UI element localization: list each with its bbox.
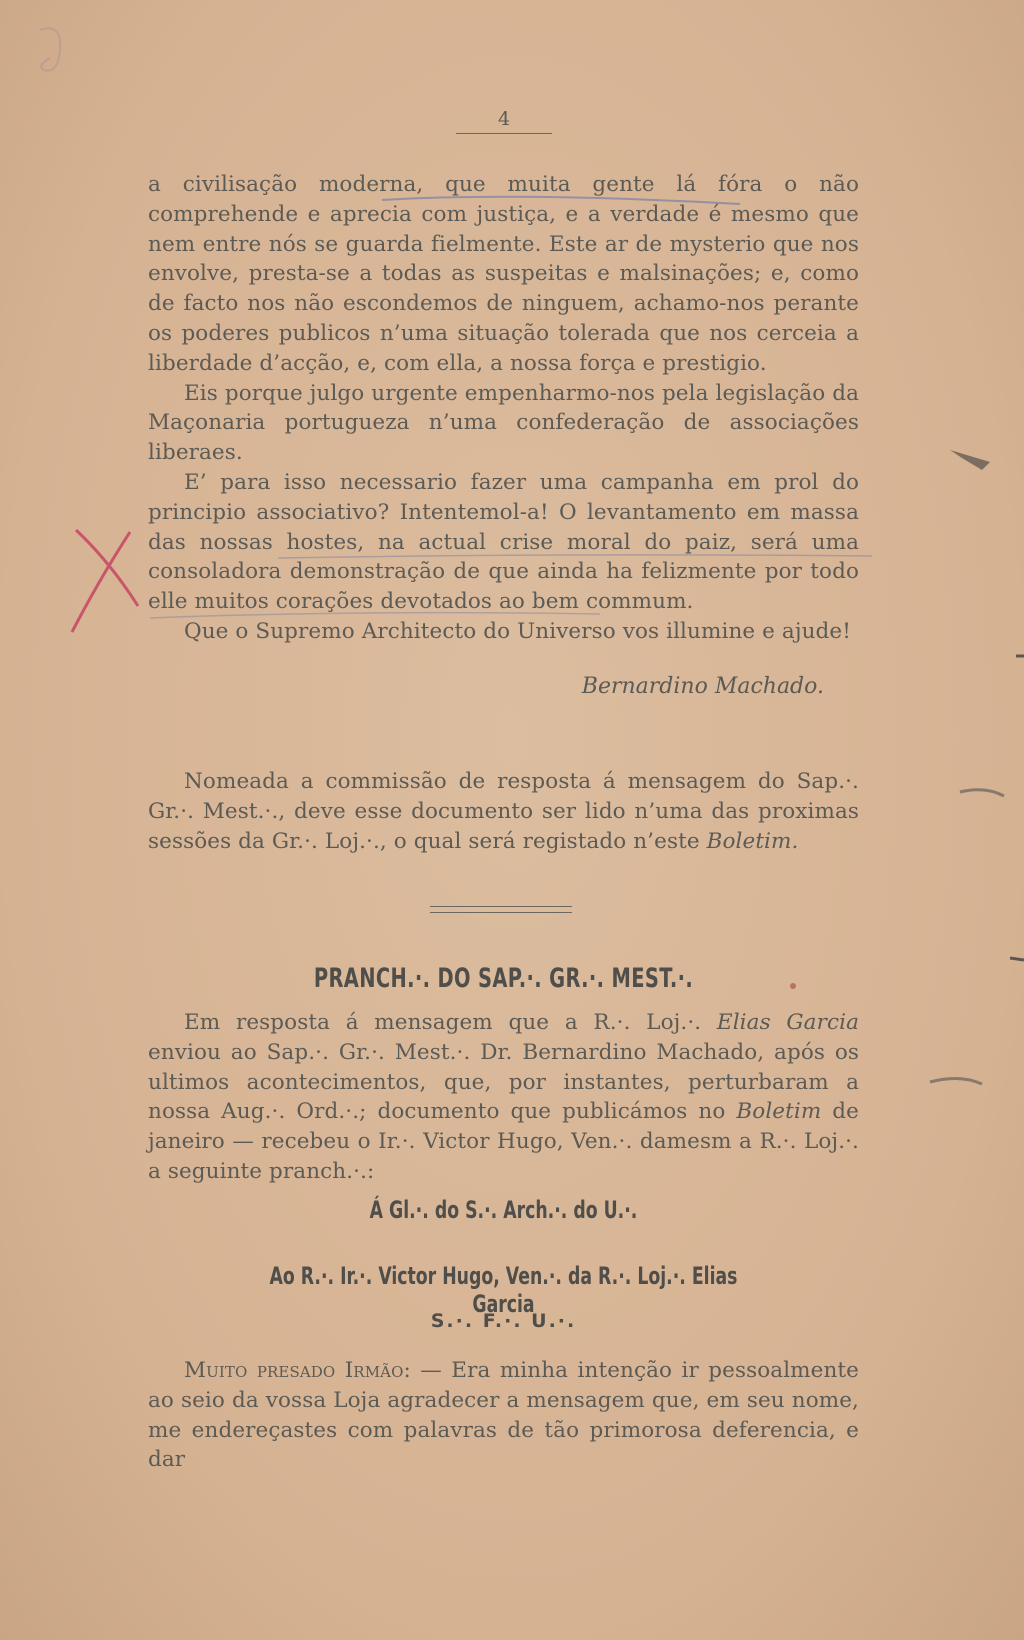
binding-mark-1 <box>950 450 990 470</box>
letter-heading-1: Á Gl.·. do S.·. Arch.·. do U.·. <box>369 1196 638 1224</box>
paragraph-letter <box>148 1356 859 1475</box>
intro-italic-2: Boletim <box>736 1099 822 1125</box>
paragraph-intro <box>148 1008 859 1187</box>
letter-body: — Era minha intenção ir pessoalmente ao seio da vossa Loja agradecer a mensagem que, em seu nome, me endereçastes com palavras de tão primorosa deferencia, e dar <box>148 1358 859 1473</box>
section-heading: PRANCH.·. DO SAP.·. GR.·. MEST.·. <box>313 963 694 994</box>
edge-tick-2 <box>1010 958 1024 960</box>
intro-part-3: de janeiro — recebeu o Ir.·. Victor Hugo, Ven.·. damesm a R.·. Loj.·. a seguinte pranch.·.: <box>148 1099 859 1184</box>
letter-heading-2: Ao R.·. Ir.·. Victor Hugo, Ven.·. da R.·. Loj.·. Elias Garcia <box>269 1262 738 1318</box>
paragraph-civilisation: a civilisação moderna, que muita gente lá fóra o não comprehende e aprecia com justiça, e a verdade é mesmo que nem entre nós se guarda fielmente. Este ar de mysterio que nos envolve, presta-se a todas as suspeitas e malsinações; e, como de facto nos não escondemos de ninguem, achamo-nos perante os poderes publicos n’uma situação tolerada que nos cerceia a liberdade d’acção, e, com ella, a nossa força e prestigio. <box>148 172 859 376</box>
binding-mark-2 <box>960 790 1004 796</box>
letter-heading-3: S.·. F.·. U.·. <box>430 1310 577 1332</box>
signature: Bernardino Machado. <box>581 674 824 699</box>
corner-pencil-mark <box>40 28 60 70</box>
ink-dot <box>790 983 796 989</box>
red-x-mark-stroke <box>72 532 130 632</box>
letter-salutation: Muito presado Irmão: <box>184 1358 411 1383</box>
paragraph-campanha: E’ para isso necessario fazer uma campanha em prol do principio associativo? Intentemol-a! O levantamento em massa das nossas hostes, na actual crise moral do paiz, será uma consoladora demonstração de que ainda ha felizmente por todo elle muitos corações devotados ao bem commum. <box>148 469 859 615</box>
letter-block <box>148 1356 859 1475</box>
intro-italic-1: Elias Garcia <box>716 1010 860 1035</box>
note-italic: Boletim. <box>706 828 799 854</box>
paragraph-supremo: Que o Supremo Architecto do Universo vos illumine e ajude! <box>184 618 851 644</box>
intro-part-2: enviou ao Sap.·. Gr.·. Mest.·. Dr. Bernardino Machado, após os ultimos acontecimentos, que, por instantes, perturbaram a nossa Aug.·. Ord.·.; documento que publicámos no <box>148 1039 859 1125</box>
intro-block <box>148 1008 859 1187</box>
red-x-mark <box>76 530 138 606</box>
binding-mark-3 <box>930 1078 982 1084</box>
note-text: Nomeada a commissão de resposta á mensagem do Sap.·. Gr.·. Mest.·., deve esse documento ser lido n’uma das proximas sessões da Gr.·. Loj.·., o qual será registado n’este <box>148 769 859 854</box>
body-text-top <box>148 170 859 647</box>
intro-part-1: Em resposta á mensagem que a R.·. Loj.·. <box>184 1010 717 1035</box>
section-divider <box>430 906 572 913</box>
paragraph-eis-porque: Eis porque julgo urgente empenharmo-nos pela legislação da Maçonaria portugueza n’uma confederação de associações liberaes. <box>148 380 859 466</box>
paragraph-note <box>148 767 859 856</box>
page-number: 4 <box>456 108 552 134</box>
note-block <box>148 767 859 856</box>
